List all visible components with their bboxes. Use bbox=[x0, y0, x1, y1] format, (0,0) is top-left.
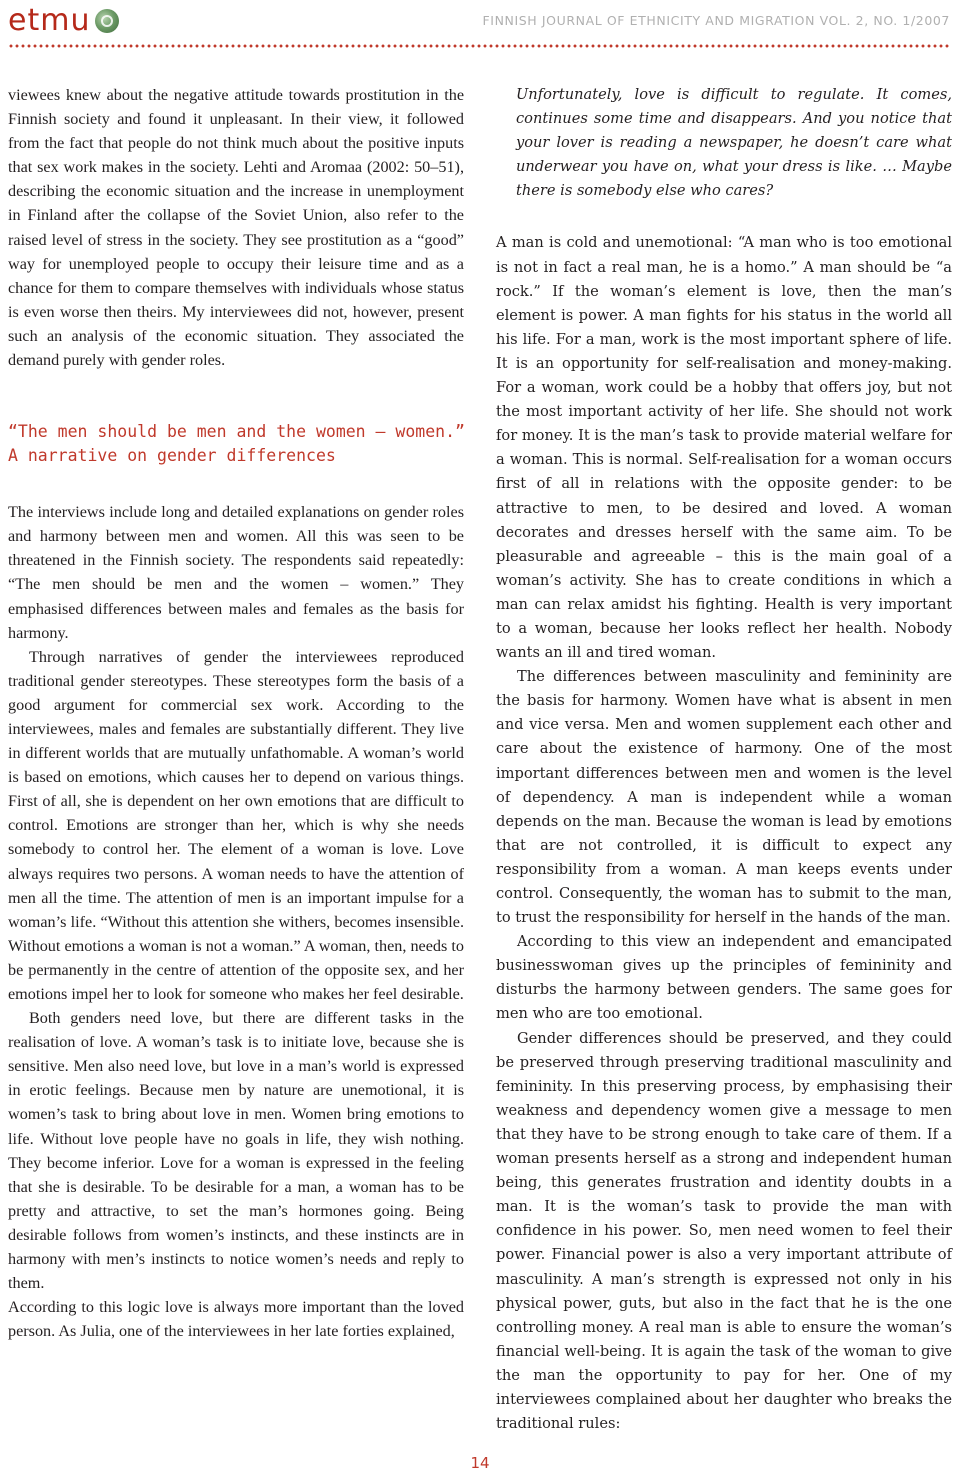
paragraph: viewees knew about the negative attitude towards prostitution in the Finnish society and found it unpleasant. In their view, it followed from the fact that people do not think much about the positive inputs that sex work makes in the society. Lehti and Aromaa (2002: 50–51), describing the economic situation and the increase in unemployment in Finland after the collapse of the Soviet Union, also refer to the raised level of stress in the society. They see prostitution as a “good” way for unemployed people to occupy their leisure time and as a chance for them to compare themselves with individuals whose status is even worse then theirs. My interviewees did not, however, present such an analysis of the economic situation. They associated the demand purely with gender roles. bbox=[8, 86, 464, 370]
paragraph: The differences between masculinity and femininity are the basis for harmony. Women have what is absent in men and vice versa. Men and women supplement each other and care about the existence of harmony. One of the most important differences between men and women is the level of dependency. A man is independent while a woman depends on the man. Because the woman is lead by emotions that are not controlled, it is difficult to expect any responsibility from a woman. A man keeps events under control. Consequently, the woman has to submit to the man, to trust the responsibility for herself in the hands of the man. bbox=[496, 668, 952, 927]
section-heading-line-2: A narrative on gender differences bbox=[8, 446, 336, 466]
globe-icon bbox=[95, 9, 119, 33]
page-number: 14 bbox=[470, 1454, 490, 1472]
paragraph: A man is cold and unemotional: “A man who is too emotional is not in fact a real man, he is a homo.” A man should be “a rock.” If the woman’s element is love, then the man’s element is power. A man fights for his status in the world all his life. For a man, work is the most important sphere of life. It is an opportunity for self-realisation and money-making. For a woman, work could be a hobby that offers joy, but not the most important activity of her life. She should not work for money. It is the man’s task to provide material welfare for a woman. This is normal. Self-realisation for a woman occurs first of all in relations with the opposite gender: to be attractive to men, to be desired and loved. A woman decorates and dresses herself with the same aim. To be pleasurable and agreeable – this is the main goal of a woman’s activity. She has to create conditions in which a man can relax amidst his fighting. Health is very important to a woman, because her looks reflect her health. Nobody wants an ill and tired woman. bbox=[496, 234, 952, 662]
paragraph: According to this logic love is always more important than the loved person. As Julia, one of the interviewees in her late forties explained, bbox=[8, 1298, 464, 1341]
paragraph: Gender differences should be preserved, and they could be preserved through preserving traditional masculinity and femininity. In this preserving process, by emphasising their weakness and dependency women give a message to men that they have to be strong enough to take care of them. If a woman presents herself as a strong and independent human being, this generates frustration and identity doubts in a man. It is the woman’s task to provide the man with confidence in his power. So, men need women to feel their power. Financial power is also a very important attribute of masculinity. A man’s strength is expressed not only in his physical power, guts, but also in the fact that he is the one controlling money. A real man is able to ensure the woman’s financial well-being. It is again the task of the woman to give the man the opportunity to pay for her. One of my interviewees complained about her daughter who breaks the traditional rules: bbox=[496, 1029, 952, 1433]
block-quote: Unfortunately, love is difficult to regulate. It comes, continues some time and disappears. And you notice that your lover is reading a newspaper, he doesn’t care what underwear you have on, what your dress is like. … Maybe there is somebody else who cares? bbox=[516, 86, 952, 200]
paragraph: According to this view an independent and emancipated businesswoman gives up the principles of femininity and disturbs the harmony between genders. The same goes for men who are too emotional. bbox=[496, 933, 952, 1023]
paragraph: Through narratives of gender the interviewees reproduced traditional gender stereotypes. These stereotypes form the basis of a good argument for commercial sex work. According to the interviewees, males and females are substantially different. They live in different worlds that are mutually unfathomable. A woman’s world is based on emotions, which causes her to depend on various things. First of all, she is dependent on her own emotions that are difficult to control. Emotions are stronger than her, which is why she needs somebody to control her. The element of a woman is love. Love always requires two persons. A woman needs to have the attention of men all the time. The attention of men is an important impulse for a woman’s life. “Without this attention she withers, becomes insensible. Without emotions a woman is not a woman.” A woman, then, needs to be permanently in the centre of attention of the opposite sex, and her emotions impel her to look for someone who makes her feel desirable. bbox=[8, 647, 464, 1003]
section-heading-line-1: “The men should be men and the women – women.” bbox=[8, 422, 465, 442]
journal-title: FINNISH JOURNAL OF ETHNICITY AND MIGRATION VOL. 2, NO. 1/2007 bbox=[482, 13, 950, 28]
paragraph: Both genders need love, but there are different tasks in the realisation of love. A woman’s task is to initiate love, because she is sensitive. Men also need love, but love in a man’s world is expressed in erotic feelings. Because men by nature are unemotional, it is women’s task to bring about love in men. Women bring emotions to life. Without love people have no goals in life, they wish nothing. They become inferior. Love for a woman is expressed in the feeling that she is desirable. To be desirable for a man, a woman has to be pretty and attractive, to set the man’s hormones going. Being desirable follows from women’s instincts, and these instincts are in harmony with men’s instincts to notice women’s needs and reply to them. bbox=[8, 1009, 464, 1293]
section-heading bbox=[8, 420, 464, 468]
header-dotted-divider bbox=[8, 44, 950, 48]
right-column bbox=[496, 83, 952, 1436]
paragraph: The interviews include long and detailed explanations on gender roles and harmony between men and women. All this was seen to be threatened in the Finnish society. The respondents said repeatedly: “The men should be men and the women – women.” They emphasised differences between males and females as the basis for harmony. bbox=[8, 503, 464, 642]
journal-logo bbox=[8, 3, 119, 39]
logo-text: etmu bbox=[8, 3, 91, 38]
left-column bbox=[8, 83, 464, 1343]
